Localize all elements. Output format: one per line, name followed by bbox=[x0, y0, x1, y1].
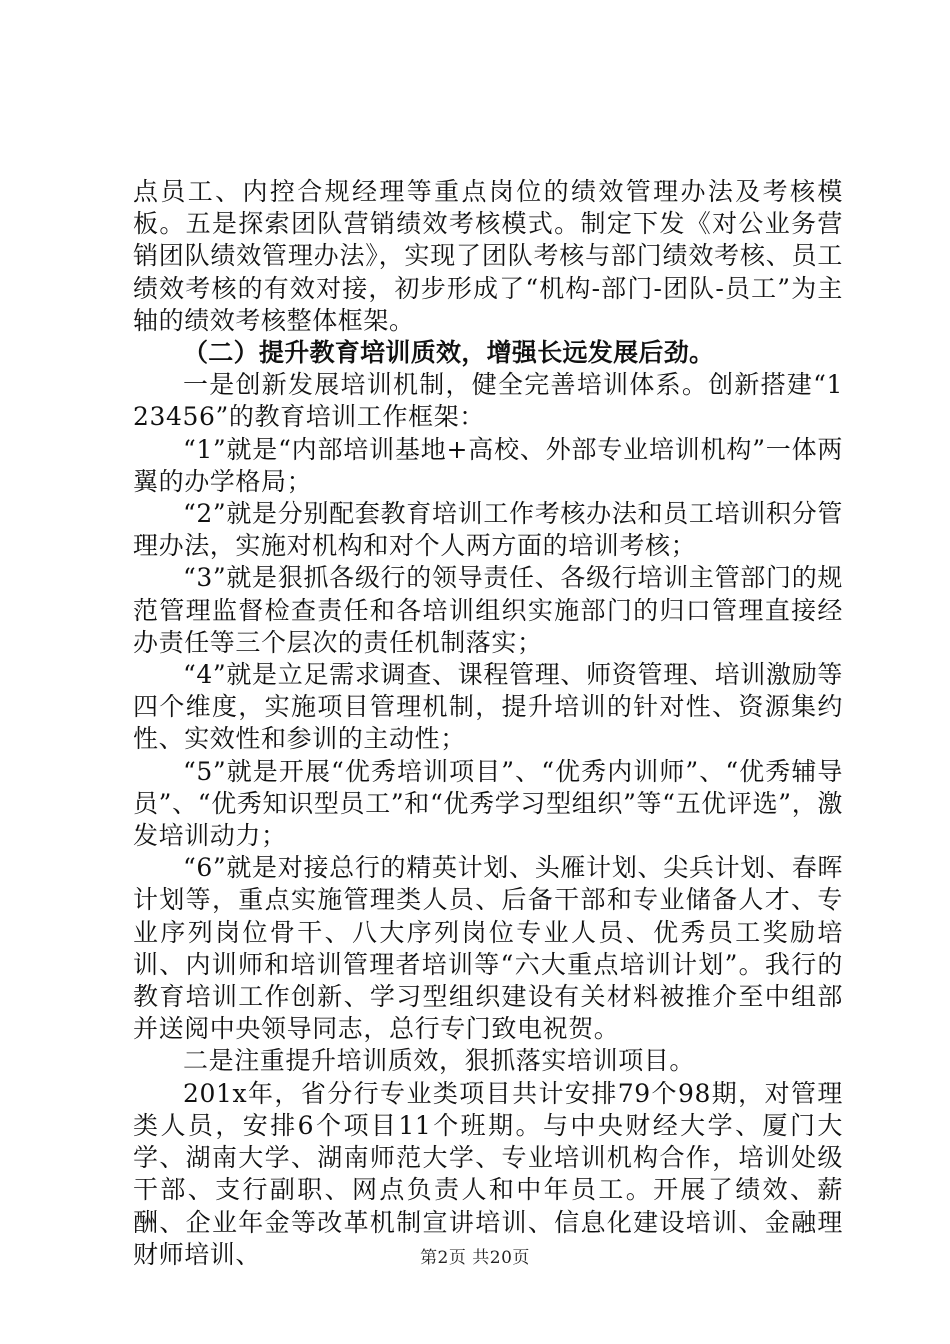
paragraph-item-1: “1”就是“内部培训基地+高校、外部专业培训机构”一体两翼的办学格局； bbox=[133, 434, 843, 496]
paragraph-item-2: “2”就是分别配套教育培训工作考核办法和员工培训积分管理办法，实施对机构和对个人两方面的培训考核； bbox=[133, 499, 843, 561]
page-number-footer: 第2页 共20页 bbox=[420, 1248, 530, 1268]
section-heading: （二）提升教育培训质效，增强长远发展后劲。 bbox=[183, 338, 715, 368]
paragraph-training-projects: 201x年，省分行专业类项目共计安排79个98期，对管理类人员，安排6个项目11个班期。与中央财经大学、厦门大学、湖南大学、湖南师范大学、专业培训机构合作，培训处级干部、支行副职、网点负责人和中年员工。开展了绩效、薪酬、企业年金等改革机制宣讲培训、信息化建设培训、金融理财师培训、 bbox=[133, 1078, 843, 1269]
paragraph-item-3: “3”就是狠抓各级行的领导责任、各级行培训主管部门的规范管理监督检查责任和各培训组织实施部门的归口管理直接经办责任等三个层次的责任机制落实； bbox=[133, 563, 843, 657]
paragraph-item-5: “5”就是开展“优秀培训项目”、“优秀内训师”、“优秀辅导员”、“优秀知识型员工”和“优秀学习型组织”等“五优评选”，激发培训动力； bbox=[133, 756, 843, 851]
document-body bbox=[133, 176, 843, 1271]
paragraph-item-6: “6”就是对接总行的精英计划、头雁计划、尖兵计划、春晖计划等，重点实施管理类人员、后备干部和专业储备人才、专业序列岗位骨干、八大序列岗位专业人员、优秀员工奖励培训、内训师和培训管理者培训等“六大重点培训计划”。我行的教育培训工作创新、学习型组织建设有关材料被推介至中组部并送阅中央领导同志，总行专门致电祝贺。 bbox=[133, 853, 843, 1044]
paragraph-training-quality: 二是注重提升培训质效，狠抓落实培训项目。 bbox=[183, 1046, 696, 1076]
paragraph-item-4: “4”就是立足需求调查、课程管理、师资管理、培训激励等四个维度，实施项目管理机制，提升培训的针对性、资源集约性、实效性和参训的主动性； bbox=[133, 660, 843, 754]
paragraph-training-mechanism: 一是创新发展培训机制，健全完善培训体系。创新搭建“123456”的教育培训工作框架： bbox=[133, 370, 843, 432]
paragraph-continued: 点员工、内控合规经理等重点岗位的绩效管理办法及考核模板。五是探索团队营销绩效考核模式。制定下发《对公业务营销团队绩效管理办法》，实现了团队考核与部门绩效考核、员工绩效考核的有效对接，初步形成了“机构-部门-团队-员工”为主轴的绩效考核整体框架。 bbox=[133, 177, 843, 335]
